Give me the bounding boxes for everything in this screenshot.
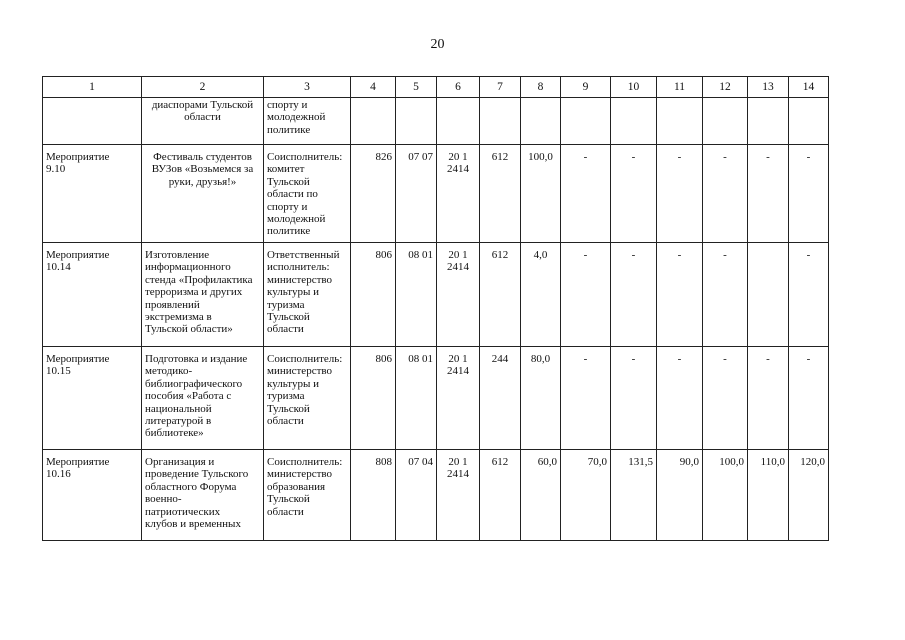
value-cell: -: [611, 145, 657, 243]
value-cell: [748, 243, 789, 347]
activity-title-cell: Подготовка и издание методико- библиографического пособия «Работа с национальной литературой в библиотеке»: [142, 347, 264, 450]
expense-type-cell: 612: [480, 145, 521, 243]
value-cell: 4,0: [521, 243, 561, 347]
table-row: [43, 145, 829, 243]
activity-id-cell: Мероприятие 10.14: [43, 243, 142, 347]
value-cell: -: [748, 145, 789, 243]
executor-cell: Соисполнитель: комитет Тульской области по спорту и молодежной политике: [264, 145, 351, 243]
value-cell: [703, 98, 748, 145]
header-cell: 4: [351, 77, 396, 98]
section-code-cell: 08 01: [396, 347, 437, 450]
header-cell: 12: [703, 77, 748, 98]
value-cell: -: [611, 347, 657, 450]
value-cell: -: [703, 347, 748, 450]
activity-title-cell: диаспорами Тульской области: [142, 98, 264, 145]
header-cell: 5: [396, 77, 437, 98]
target-code-cell: 20 1 2414: [437, 243, 480, 347]
value-cell: -: [561, 243, 611, 347]
value-cell: [789, 98, 829, 145]
header-cell: 9: [561, 77, 611, 98]
executor-cell: Соисполнитель: министерство образования Тульской области: [264, 450, 351, 541]
header-cell: 13: [748, 77, 789, 98]
target-code-cell: [437, 98, 480, 145]
table-row: [43, 98, 829, 145]
grbs-code-cell: [351, 98, 396, 145]
grbs-code-cell: 806: [351, 347, 396, 450]
header-cell: 1: [43, 77, 142, 98]
value-cell: 100,0: [521, 145, 561, 243]
value-cell: -: [703, 145, 748, 243]
value-cell: -: [789, 145, 829, 243]
target-code-cell: 20 1 2414: [437, 145, 480, 243]
activity-id-cell: [43, 98, 142, 145]
section-code-cell: 07 04: [396, 450, 437, 541]
header-cell: 7: [480, 77, 521, 98]
table-row: [43, 450, 829, 541]
section-code-cell: 07 07: [396, 145, 437, 243]
executor-cell: Ответственный исполнитель: министерство культуры и туризма Тульской области: [264, 243, 351, 347]
activity-id-cell: Мероприятие 9.10: [43, 145, 142, 243]
table-row: [43, 347, 829, 450]
value-cell: -: [561, 145, 611, 243]
header-cell: 11: [657, 77, 703, 98]
value-cell: [521, 98, 561, 145]
value-cell: -: [703, 243, 748, 347]
header-cell: 14: [789, 77, 829, 98]
page-number: 20: [430, 37, 445, 52]
executor-cell: Соисполнитель: министерство культуры и туризма Тульской области: [264, 347, 351, 450]
value-cell: -: [789, 243, 829, 347]
activity-id-cell: Мероприятие 10.15: [43, 347, 142, 450]
program-activities-table: [42, 76, 829, 541]
value-cell: 100,0: [703, 450, 748, 541]
value-cell: 90,0: [657, 450, 703, 541]
value-cell: -: [789, 347, 829, 450]
column-number-header-row: [43, 77, 829, 98]
value-cell: 120,0: [789, 450, 829, 541]
value-cell: 70,0: [561, 450, 611, 541]
grbs-code-cell: 808: [351, 450, 396, 541]
value-cell: 131,5: [611, 450, 657, 541]
target-code-cell: 20 1 2414: [437, 347, 480, 450]
target-code-cell: 20 1 2414: [437, 450, 480, 541]
grbs-code-cell: 806: [351, 243, 396, 347]
value-cell: [561, 98, 611, 145]
value-cell: 60,0: [521, 450, 561, 541]
section-code-cell: [396, 98, 437, 145]
activity-title-cell: Изготовление информационного стенда «Профилактика терроризма и других проявлений экстремизма в Тульской области»: [142, 243, 264, 347]
value-cell: [748, 98, 789, 145]
table-row: [43, 243, 829, 347]
value-cell: 110,0: [748, 450, 789, 541]
value-cell: 80,0: [521, 347, 561, 450]
header-cell: 8: [521, 77, 561, 98]
header-cell: 3: [264, 77, 351, 98]
expense-type-cell: [480, 98, 521, 145]
value-cell: -: [748, 347, 789, 450]
value-cell: -: [561, 347, 611, 450]
value-cell: -: [657, 347, 703, 450]
header-cell: 6: [437, 77, 480, 98]
header-cell: 10: [611, 77, 657, 98]
value-cell: [611, 98, 657, 145]
value-cell: -: [657, 145, 703, 243]
expense-type-cell: 612: [480, 243, 521, 347]
activity-id-cell: Мероприятие 10.16: [43, 450, 142, 541]
header-cell: 2: [142, 77, 264, 98]
executor-cell: спорту и молодежной политике: [264, 98, 351, 145]
activity-title-cell: Фестиваль студентов ВУЗов «Возьмемся за руки, друзья!»: [142, 145, 264, 243]
grbs-code-cell: 826: [351, 145, 396, 243]
value-cell: -: [657, 243, 703, 347]
expense-type-cell: 612: [480, 450, 521, 541]
value-cell: [657, 98, 703, 145]
activity-title-cell: Организация и проведение Тульского областного Форума военно- патриотических клубов и временных: [142, 450, 264, 541]
expense-type-cell: 244: [480, 347, 521, 450]
value-cell: -: [611, 243, 657, 347]
section-code-cell: 08 01: [396, 243, 437, 347]
